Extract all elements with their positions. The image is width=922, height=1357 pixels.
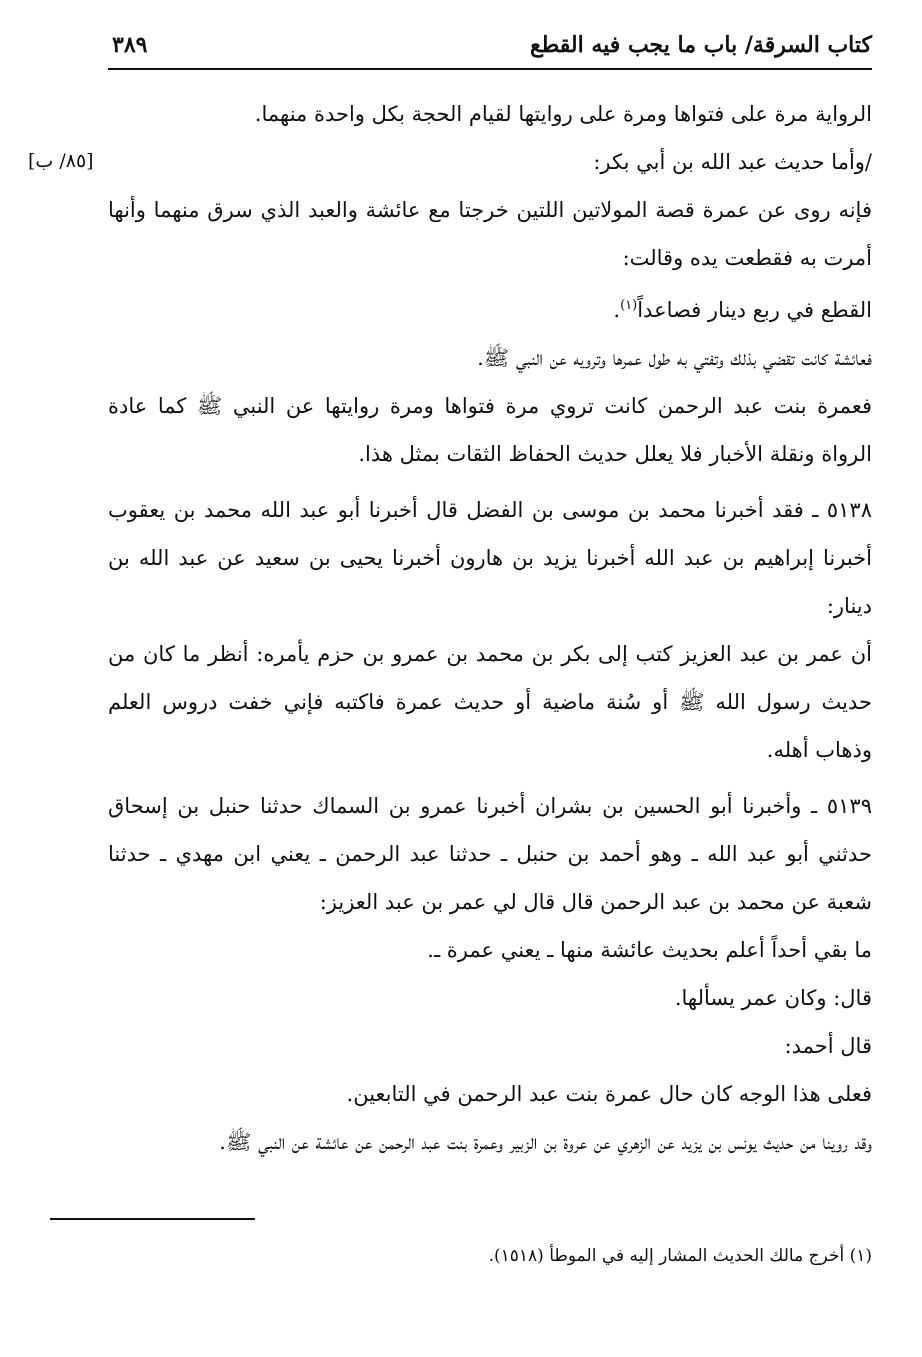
paragraph: أن عمر بن عبد العزيز كتب إلى بكر بن محمد بن عمرو بن حزم يأمره: أنظر ما كان من حديث رسول الله ﷺ أو سُنة ماضية أو حديث عمرة فاكتبه فإني خفت دروس العلم وذهاب أهله. bbox=[108, 642, 872, 762]
paragraph: وقد روينا من حديث يونس بن يزيد عن الزهري عن عروة بن الزبير وعمرة بنت عبد الرحمن عن عائشة عن النبي ﷺ. bbox=[219, 1130, 872, 1154]
paragraph: فعلى هذا الوجه كان حال عمرة بنت عبد الرحمن في التابعين. bbox=[346, 1082, 872, 1106]
paragraph: ما بقي أحداً أعلم بحديث عائشة منها ـ يعني عمرة ـ. bbox=[427, 938, 872, 962]
footnote-ref: (١) bbox=[620, 298, 638, 313]
header-title: كتاب السرقة/ باب ما يجب فيه القطع bbox=[529, 32, 872, 58]
running-header bbox=[108, 28, 872, 70]
paragraph: فعائشة كانت تقضي بذلك وتفتي به طول عمرها وترويه عن النبي ﷺ. bbox=[477, 346, 872, 370]
margin-folio-note: [٨٥/ ب] bbox=[28, 150, 94, 172]
paragraph-end: . bbox=[613, 298, 621, 322]
footnote: (١) أخرج مالك الحديث المشار إليه في الموطأ (١٥١٨). bbox=[488, 1246, 872, 1266]
hadith-5138: ٥١٣٨ ـ فقد أخبرنا محمد بن موسى بن الفضل قال أخبرنا أبو عبد الله محمد بن يعقوب أخبرنا إبراهيم بن عبد الله أخبرنا يزيد بن هارون أخبرنا يحيى بن سعيد عن عبد الله بن دينار: bbox=[108, 498, 872, 618]
paragraph: قال أحمد: bbox=[784, 1034, 872, 1058]
paragraph: فعمرة بنت عبد الرحمن كانت تروي مرة فتواها ومرة روايتها عن النبي ﷺ كما عادة الرواة ونقلة الأخبار فلا يعلل حديث الحفاظ الثقات بمثل هذا. bbox=[108, 394, 872, 466]
page-number: ٣٨٩ bbox=[112, 32, 148, 58]
footnote-divider bbox=[50, 1218, 255, 1220]
paragraph: الرواية مرة على فتواها ومرة على روايتها لقيام الحجة بكل واحدة منهما. bbox=[254, 102, 872, 126]
paragraph: فإنه روى عن عمرة قصة المولاتين اللتين خرجتا مع عائشة والعبد الذي سرق منهما وأنها أمرت به فقطعت يده وقالت: bbox=[108, 198, 872, 270]
hadith-5139: ٥١٣٩ ـ وأخبرنا أبو الحسين بن بشران أخبرنا عمرو بن السماك حدثنا حنبل بن إسحاق حدثني أبو عبد الله ـ وهو أحمد بن حنبل ـ حدثنا عبد الرحمن ـ يعني ابن مهدي ـ حدثنا شعبة عن محمد بن عبد الرحمن قال قال لي عمر بن عبد العزيز: bbox=[108, 794, 872, 914]
paragraph-text: القطع في ربع دينار فصاعداً bbox=[637, 298, 872, 322]
paragraph: /وأما حديث عبد الله بن أبي بكر: bbox=[593, 150, 872, 174]
paragraph: قال: وكان عمر يسألها. bbox=[674, 986, 872, 1010]
main-text bbox=[108, 90, 872, 1166]
paragraph bbox=[108, 282, 872, 334]
